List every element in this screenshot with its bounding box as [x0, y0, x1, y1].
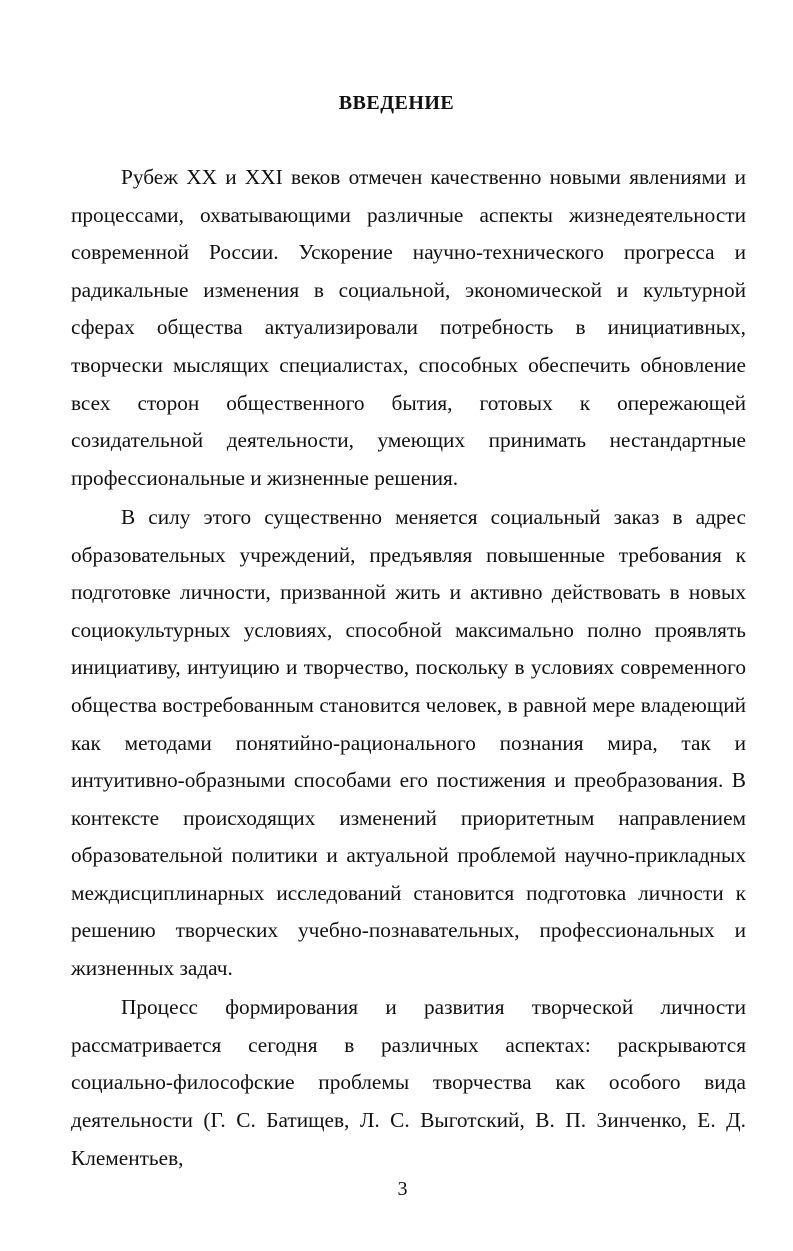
paragraph-2: В силу этого существенно меняется социальный заказ в адрес образовательных учреждений, предъявляя повышенные требования к подготовке личности, призванной жить и активно действовать в новых социокультурных условиях, способной максимально полно проявлять инициативу, интуицию и творчество, поскольку в условиях современного общества востребованным становится человек, в равной мере владеющий как методами понятийно-рационального познания мира, так и интуитивно-образными способами его постижения и преобразования. В контексте происходящих изменений приоритетным направлением образовательной политики и актуальной проблемой научно-прикладных междисциплинарных исследований становится подготовка личности к решению творческих учебно-познавательных, профессиональных и жизненных задач. — [71, 504, 746, 981]
body-text — [71, 159, 746, 1177]
paragraph-1: Рубеж XX и XXI веков отмечен качественно новыми явлениями и процессами, охватывающими различные аспекты жизнедеятельности современной России. Ускорение научно-технического прогресса и радикальные изменения в социальной, экономической и культурной сферах общества актуализировали потребность в инициативных, творчески мыслящих специалистах, способных обеспечить обновление всех сторон общественного бытия, готовых к опережающей созидательной деятельности, умеющих принимать нестандартные профессиональные и жизненные решения. — [71, 165, 746, 490]
page-title: ВВЕДЕНИЕ — [338, 92, 455, 114]
page-number: 3 — [397, 1178, 408, 1200]
paragraph-3: Процесс формирования и развития творческой личности рассматривается сегодня в различных аспектах: раскрываются социально-философские проблемы творчества как особого вида деятельности (Г. С. Батищев, Л. С. Выготский, В. П. Зинченко, Е. Д. Клементьев, — [71, 995, 746, 1170]
